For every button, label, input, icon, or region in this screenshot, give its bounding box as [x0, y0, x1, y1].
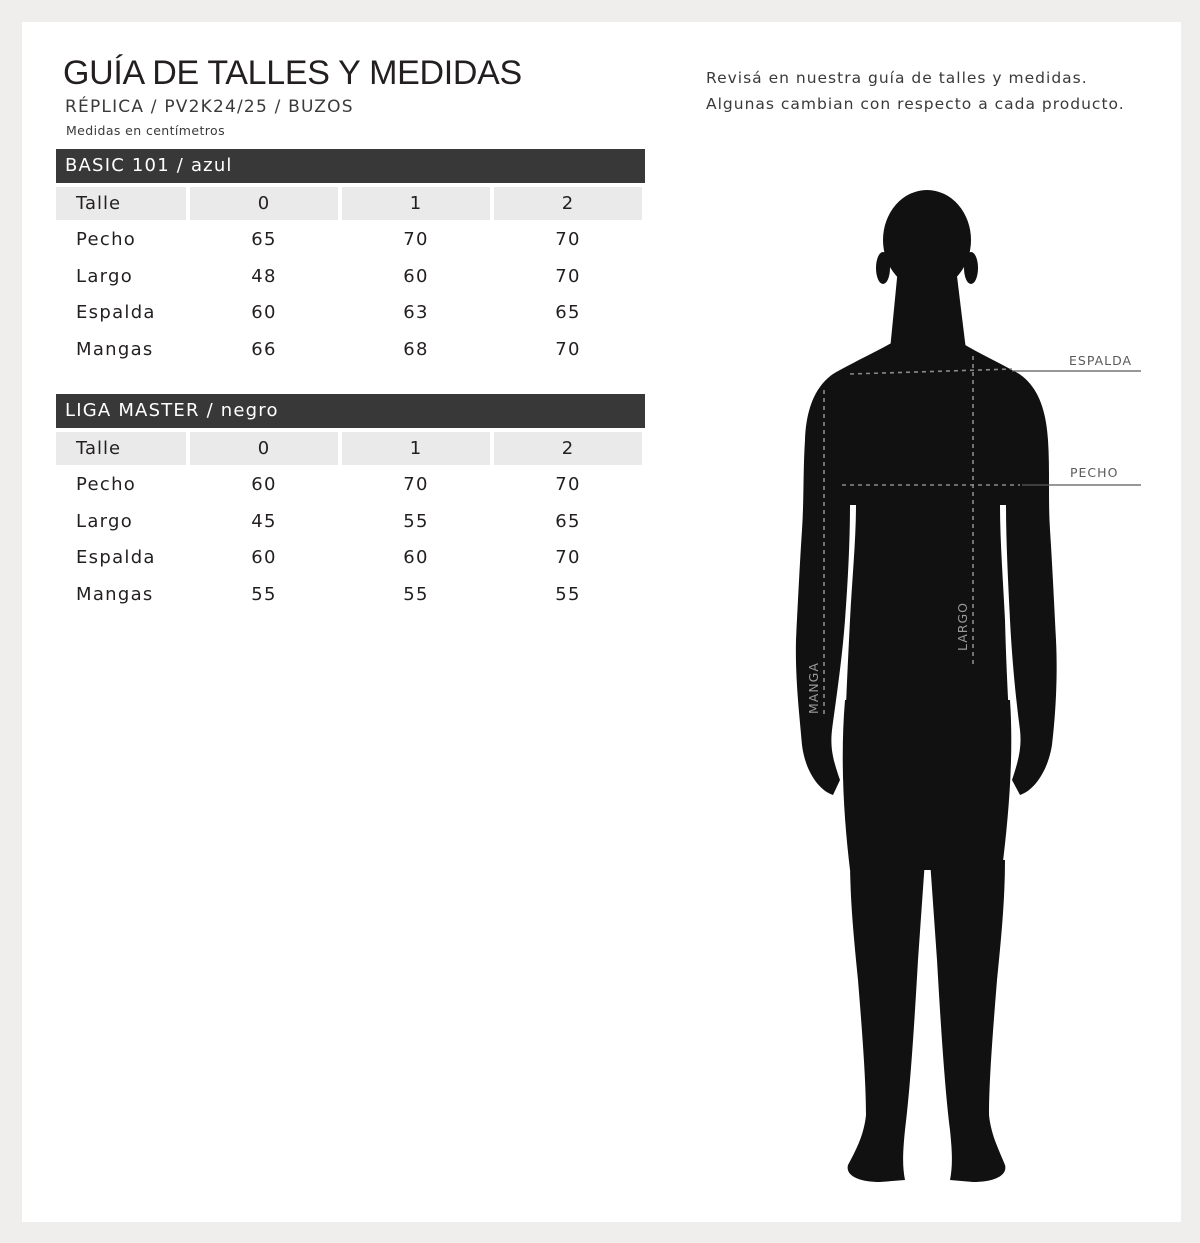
cell-value: 60 [403, 547, 429, 568]
label-manga: MANGA [806, 662, 821, 714]
column-header-size-1: 1 [342, 432, 490, 465]
row-label: Mangas [76, 583, 154, 605]
page-title: GUÍA DE TALLES Y MEDIDAS [63, 54, 522, 92]
table-row-largo [56, 502, 645, 539]
cell-value: 60 [251, 474, 277, 495]
cell-value: 63 [403, 302, 429, 323]
cell-value: 55 [555, 583, 581, 605]
cell-value: 55 [251, 583, 277, 605]
cell-value: 65 [555, 302, 581, 323]
cell-value: 55 [403, 583, 429, 605]
table-column-header-row [56, 432, 645, 465]
table-title: BASIC 101 / azul [56, 149, 645, 183]
size-table-basic-101 [56, 149, 645, 366]
table-row-pecho [56, 220, 645, 257]
label-espalda: ESPALDA [1069, 353, 1133, 368]
intro-line-1: Revisá en nuestra guía de talles y medidas. [706, 69, 1088, 87]
row-label: Mangas [76, 338, 154, 360]
intro-line-2: Algunas cambian con respecto a cada producto. [706, 95, 1125, 113]
table-row-mangas [56, 575, 645, 612]
cell-value: 60 [251, 302, 277, 323]
units-note: Medidas en centímetros [66, 123, 226, 138]
body-silhouette [796, 190, 1057, 1182]
page-subtitle: RÉPLICA / PV2K24/25 / BUZOS [65, 97, 354, 117]
table-row-espalda [56, 538, 645, 575]
table-row-espalda [56, 293, 645, 330]
table-column-header-row [56, 187, 645, 220]
cell-value: 65 [251, 229, 277, 250]
column-header-size-0: 0 [190, 432, 338, 465]
cell-value: 55 [403, 510, 429, 532]
cell-value: 70 [403, 229, 429, 250]
silhouette-svg [780, 190, 1160, 1190]
table-title: LIGA MASTER / negro [56, 394, 645, 428]
intro-text [706, 65, 1125, 117]
column-header-size-2: 2 [494, 432, 642, 465]
column-header-size-1: 1 [342, 187, 490, 220]
size-table-liga-master [56, 394, 645, 611]
column-header-size-2: 2 [494, 187, 642, 220]
column-header-size-0: 0 [190, 187, 338, 220]
cell-value: 60 [251, 547, 277, 568]
cell-value: 70 [403, 474, 429, 495]
row-label: Espalda [76, 302, 156, 323]
cell-value: 70 [555, 338, 581, 360]
label-pecho: PECHO [1070, 465, 1119, 480]
cell-value: 70 [555, 265, 581, 287]
column-header-talle: Talle [56, 432, 186, 465]
cell-value: 60 [403, 265, 429, 287]
body-silhouette-figure [780, 190, 1160, 1190]
cell-value: 70 [555, 474, 581, 495]
row-label: Pecho [76, 474, 137, 495]
cell-value: 45 [251, 510, 277, 532]
row-label: Pecho [76, 229, 137, 250]
row-label: Largo [76, 510, 134, 532]
label-largo: LARGO [955, 601, 970, 651]
cell-value: 66 [251, 338, 277, 360]
row-label: Espalda [76, 547, 156, 568]
table-row-pecho [56, 465, 645, 502]
cell-value: 70 [555, 547, 581, 568]
cell-value: 70 [555, 229, 581, 250]
table-row-largo [56, 257, 645, 294]
table-row-mangas [56, 330, 645, 367]
column-header-talle: Talle [56, 187, 186, 220]
row-label: Largo [76, 265, 134, 287]
cell-value: 48 [251, 265, 277, 287]
cell-value: 68 [403, 338, 429, 360]
cell-value: 65 [555, 510, 581, 532]
